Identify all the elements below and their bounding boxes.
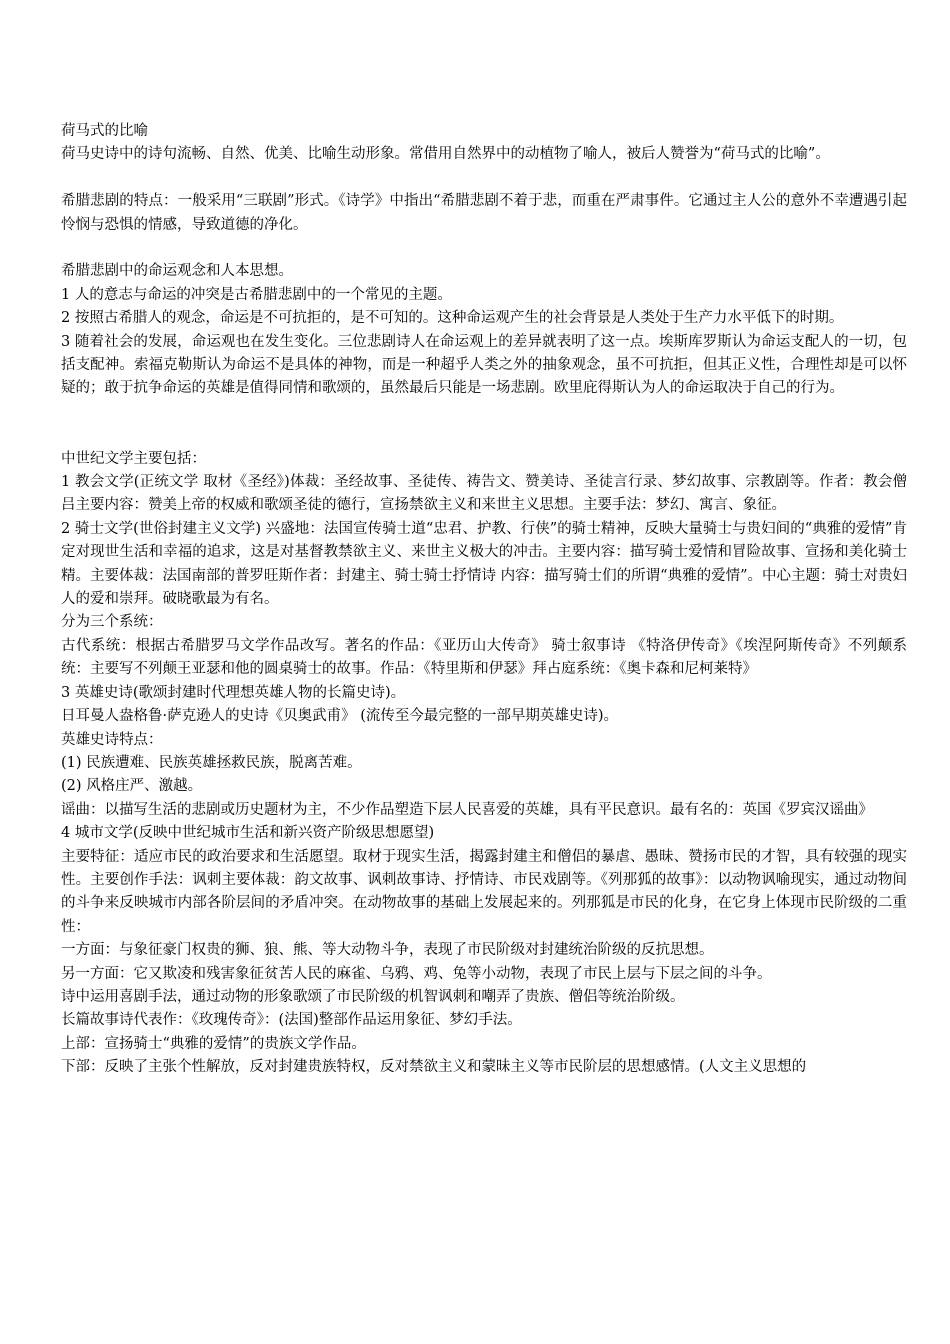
- list-item: 1 教会文学(正统文学 取材《圣经》)体裁：圣经故事、圣徒传、祷告文、赞美诗、圣徒言行录、梦幻故事、宗教剧等。作者：教会僧吕主要内容：赞美上帝的权威和歌颂圣徒的德行，宣扬禁欲主义和来世主义思想。主要手法：梦幻、寓言、象征。: [61, 474, 907, 514]
- paragraph: 下部：反映了主张个性解放，反对封建贵族特权，反对禁欲主义和蒙昧主义等市民阶层的思想感情。(人文主义思想的: [61, 1059, 807, 1076]
- paragraph: 诗中运用喜剧手法，通过动物的形象歌颂了市民阶级的机智讽刺和嘲弄了贵族、僧侣等统治阶级。: [61, 988, 685, 1005]
- list-item: 2 按照古希腊人的观念，命运是不可抗拒的，是不可知的。这种命运观产生的社会背景是人类处于生产力水平低下的时期。: [61, 310, 844, 327]
- list-item: 4 城市文学(反映中世纪城市生活和新兴资产阶级思想愿望): [61, 825, 435, 842]
- list-item: (1) 民族遭难、民族英雄拯救民族，脱离苦难。: [61, 754, 362, 771]
- list-item: 3 随着社会的发展，命运观也在发生变化。三位悲剧诗人在命运观上的差异就表明了这一点。埃斯库罗斯认为命运支配人的一切，包括支配神。索福克勒斯认为命运不是具体的神物，而是一种超乎人类之外的抽象观念，虽不可抗拒，但其正义性，合理性却是可以怀疑的；敢于抗争命运的英雄是值得同情和歌颂的，虽然最后只能是一场悲剧。欧里庇得斯认为人的命运取决于自己的行为。: [61, 333, 907, 397]
- heading-greek-tragedy-fate: 希腊悲剧中的命运观念和人本思想。: [61, 263, 293, 280]
- document-body: [61, 120, 907, 1080]
- paragraph: 谣曲：以描写生活的悲剧或历史题材为主，不少作品塑造下层人民喜爱的英雄，具有平民意识。最有名的：英国《罗宾汉谣曲》: [61, 801, 873, 818]
- paragraph: 一方面：与象征豪门权贵的狮、狼、熊、等大动物斗争，表现了市民阶级对封建统治阶级的反抗思想。: [61, 942, 714, 959]
- paragraph: 荷马史诗中的诗句流畅、自然、优美、比喻生动形象。常借用自然界中的动植物了喻人，被后人赞誉为“荷马式的比喻”。: [61, 146, 830, 163]
- paragraph: 主要特征：适应市民的政治要求和生活愿望。取材于现实生活，揭露封建主和僧侣的暴虐、愚昧、赞扬市民的才智，具有较强的现实性。主要创作手法：讽刺主要体裁：韵文故事、讽刺故事诗、抒情诗、市民戏剧等。《列那狐的故事》：以动物讽喻现实，通过动物间的斗争来反映城市内部各阶层间的矛盾冲突。在动物故事的基础上发展起来的。列那狐是市民的化身，在它身上体现市民阶级的二重性：: [61, 848, 907, 935]
- list-item: (2) 风格庄严、激越。: [61, 778, 203, 795]
- blank-line: [61, 424, 907, 447]
- paragraph: 另一方面：它又欺凌和残害象征贫苦人民的麻雀、乌鸦、鸡、兔等小动物，表现了市民上层与下层之间的斗争。: [61, 965, 772, 982]
- list-item: 1 人的意志与命运的冲突是古希腊悲剧中的一个常见的主题。: [61, 286, 452, 303]
- blank-line: [61, 237, 907, 260]
- paragraph: 希腊悲剧的特点：一般采用“三联剧”形式。《诗学》中指出“希腊悲剧不着于悲，而重在严肃事件。它通过主人公的意外不幸遭遇引起怜悯与恐惧的情感，导致道德的净化。: [61, 193, 907, 233]
- paragraph: 古代系统：根据古希腊罗马文学作品改写。著名的作品：《亚历山大传奇》 骑士叙事诗 《特洛伊传奇》《埃涅阿斯传奇》不列颠系统：主要写不列颠王亚瑟和他的圆桌骑士的故事。作品：《特里斯和伊瑟》拜占庭系统：《奥卡森和尼柯莱特》: [61, 637, 907, 678]
- blank-line: [61, 167, 907, 190]
- paragraph: 长篇故事诗代表作：《玫瑰传奇》：(法国)整部作品运用象征、梦幻手法。: [61, 1012, 522, 1029]
- list-item: 2 骑士文学(世俗封建主义文学) 兴盛地：法国宣传骑士道“忠君、护教、行侠”的骑士精神，反映大量骑士与贵妇间的“典雅的爱情”肯定对现世生活和幸福的追求，这是对基督教禁欲主义、来世主义极大的冲击。主要内容：描写骑士爱情和冒险故事、宣扬和美化骑士精。主要体裁：法国南部的普罗旺斯作者：封建主、骑士骑士抒情诗 内容：描写骑士们的所谓“典雅的爱情”。中心主题：骑士对贵妇人的爱和崇拜。破晓歌最为有名。: [61, 520, 907, 608]
- paragraph: 英雄史诗特点：: [61, 731, 163, 748]
- heading-homeric-simile: 荷马式的比喻: [61, 123, 148, 139]
- paragraph: 日耳曼人盎格鲁·萨克逊人的史诗《贝奥武甫》 (流传至今最完整的一部早期英雄史诗)。: [61, 708, 619, 725]
- heading-medieval-literature: 中世纪文学主要包括：: [61, 450, 206, 467]
- paragraph: 分为三个系统：: [61, 614, 163, 631]
- blank-line: [61, 401, 907, 424]
- paragraph: 上部：宣扬骑士“典雅的爱情”的贵族文学作品。: [61, 1035, 366, 1052]
- list-item: 3 英雄史诗(歌颂封建时代理想英雄人物的长篇史诗)。: [61, 684, 406, 701]
